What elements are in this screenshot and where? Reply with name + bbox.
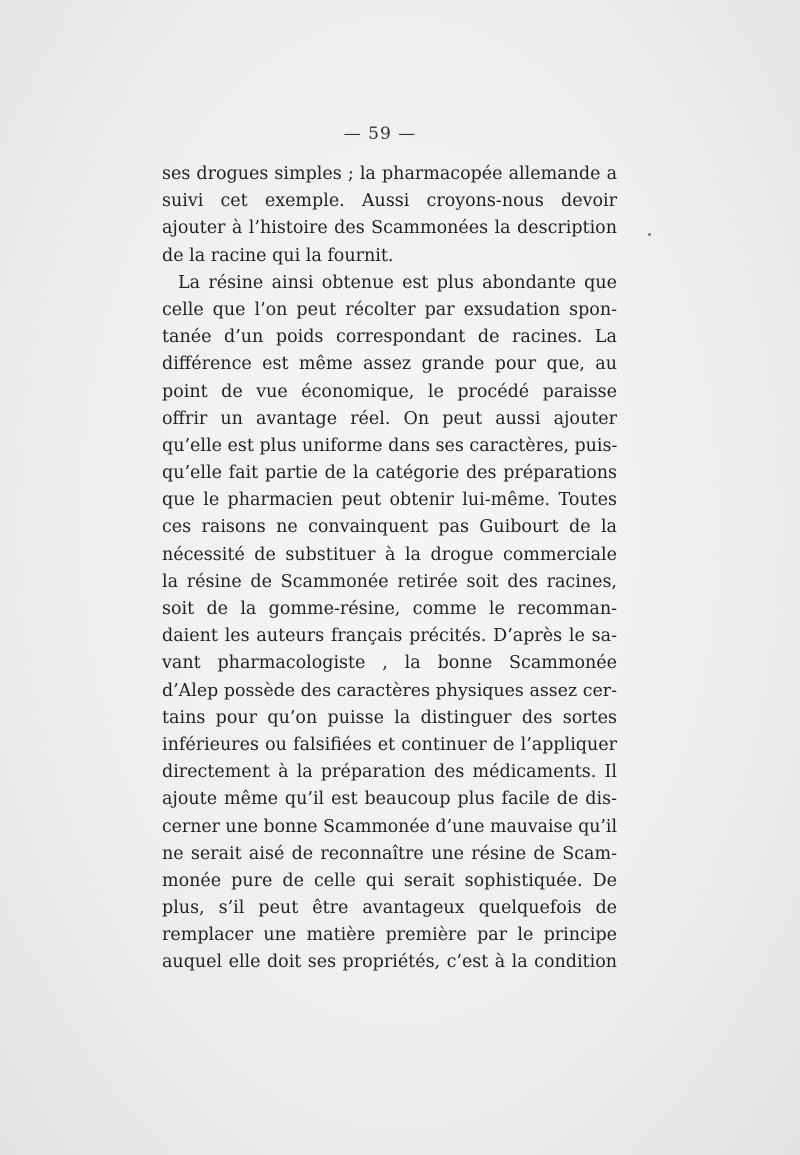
text-line: plus, s’il peut être avantageux quelquefois de bbox=[162, 898, 617, 919]
text-line: nécessité de substituer à la drogue commerciale bbox=[162, 544, 617, 565]
text-line: daient les auteurs français précités. D’après le sa- bbox=[162, 626, 617, 647]
text-line: cerner une bonne Scammonée d’une mauvaise qu’il bbox=[162, 816, 617, 837]
page-number: — 59 — bbox=[343, 124, 417, 144]
text-line: qu’elle fait partie de la catégorie des préparations bbox=[162, 463, 617, 484]
text-line: soit de la gomme-résine, comme le recomman- bbox=[162, 599, 617, 619]
text-line: ses drogues simples ; la pharmacopée allemande a bbox=[162, 164, 617, 184]
text-line: inférieures ou falsifiées et continuer de l’appliquer bbox=[162, 734, 617, 755]
text-line: tanée d’un poids correspondant de racines. La bbox=[162, 327, 617, 348]
text-line: différence est même assez grande pour que, au bbox=[162, 354, 617, 375]
text-line: d’Alep possède des caractères physiques assez cer- bbox=[162, 680, 617, 701]
text-line: point de vue économique, le procédé paraisse bbox=[162, 381, 617, 402]
text-line: vant pharmacologiste , la bonne Scammonée bbox=[162, 653, 617, 674]
body-text bbox=[162, 161, 617, 977]
text-line: tains pour qu’on puisse la distinguer des sortes bbox=[162, 707, 617, 728]
text-line: ajoute même qu’il est beaucoup plus facile de dis- bbox=[162, 789, 617, 810]
text-line: ces raisons ne convainquent pas Guibourt de la bbox=[162, 517, 617, 538]
margin-speck bbox=[648, 233, 651, 236]
text-line: auquel elle doit ses propriétés, c’est à la condition bbox=[162, 952, 617, 973]
text-line: que le pharmacien peut obtenir lui-même. Toutes bbox=[162, 490, 617, 511]
text-line: offrir un avantage réel. On peut aussi ajouter bbox=[162, 408, 617, 429]
text-line: monée pure de celle qui serait sophistiquée. De bbox=[162, 870, 617, 891]
text-line: directement à la préparation des médicaments. Il bbox=[162, 762, 617, 783]
text-line: suivi cet exemple. Aussi croyons-nous devoir bbox=[162, 191, 617, 212]
text-line: ajouter à l’histoire des Scammonées la description bbox=[162, 218, 617, 239]
text-line: la résine de Scammonée retirée soit des racines, bbox=[162, 571, 617, 592]
text-line: remplacer une matière première par le principe bbox=[162, 925, 617, 946]
text-line: celle que l’on peut récolter par exsudation spon- bbox=[162, 299, 617, 320]
text-line: ne serait aisé de reconnaître une résine de Scam- bbox=[162, 843, 617, 864]
text-line: qu’elle est plus uniforme dans ses caractères, puis- bbox=[162, 435, 618, 456]
text-line: de la racine qui la fournit. bbox=[162, 245, 394, 266]
paragraph-start-line: La résine ainsi obtenue est plus abondante que bbox=[178, 272, 617, 293]
